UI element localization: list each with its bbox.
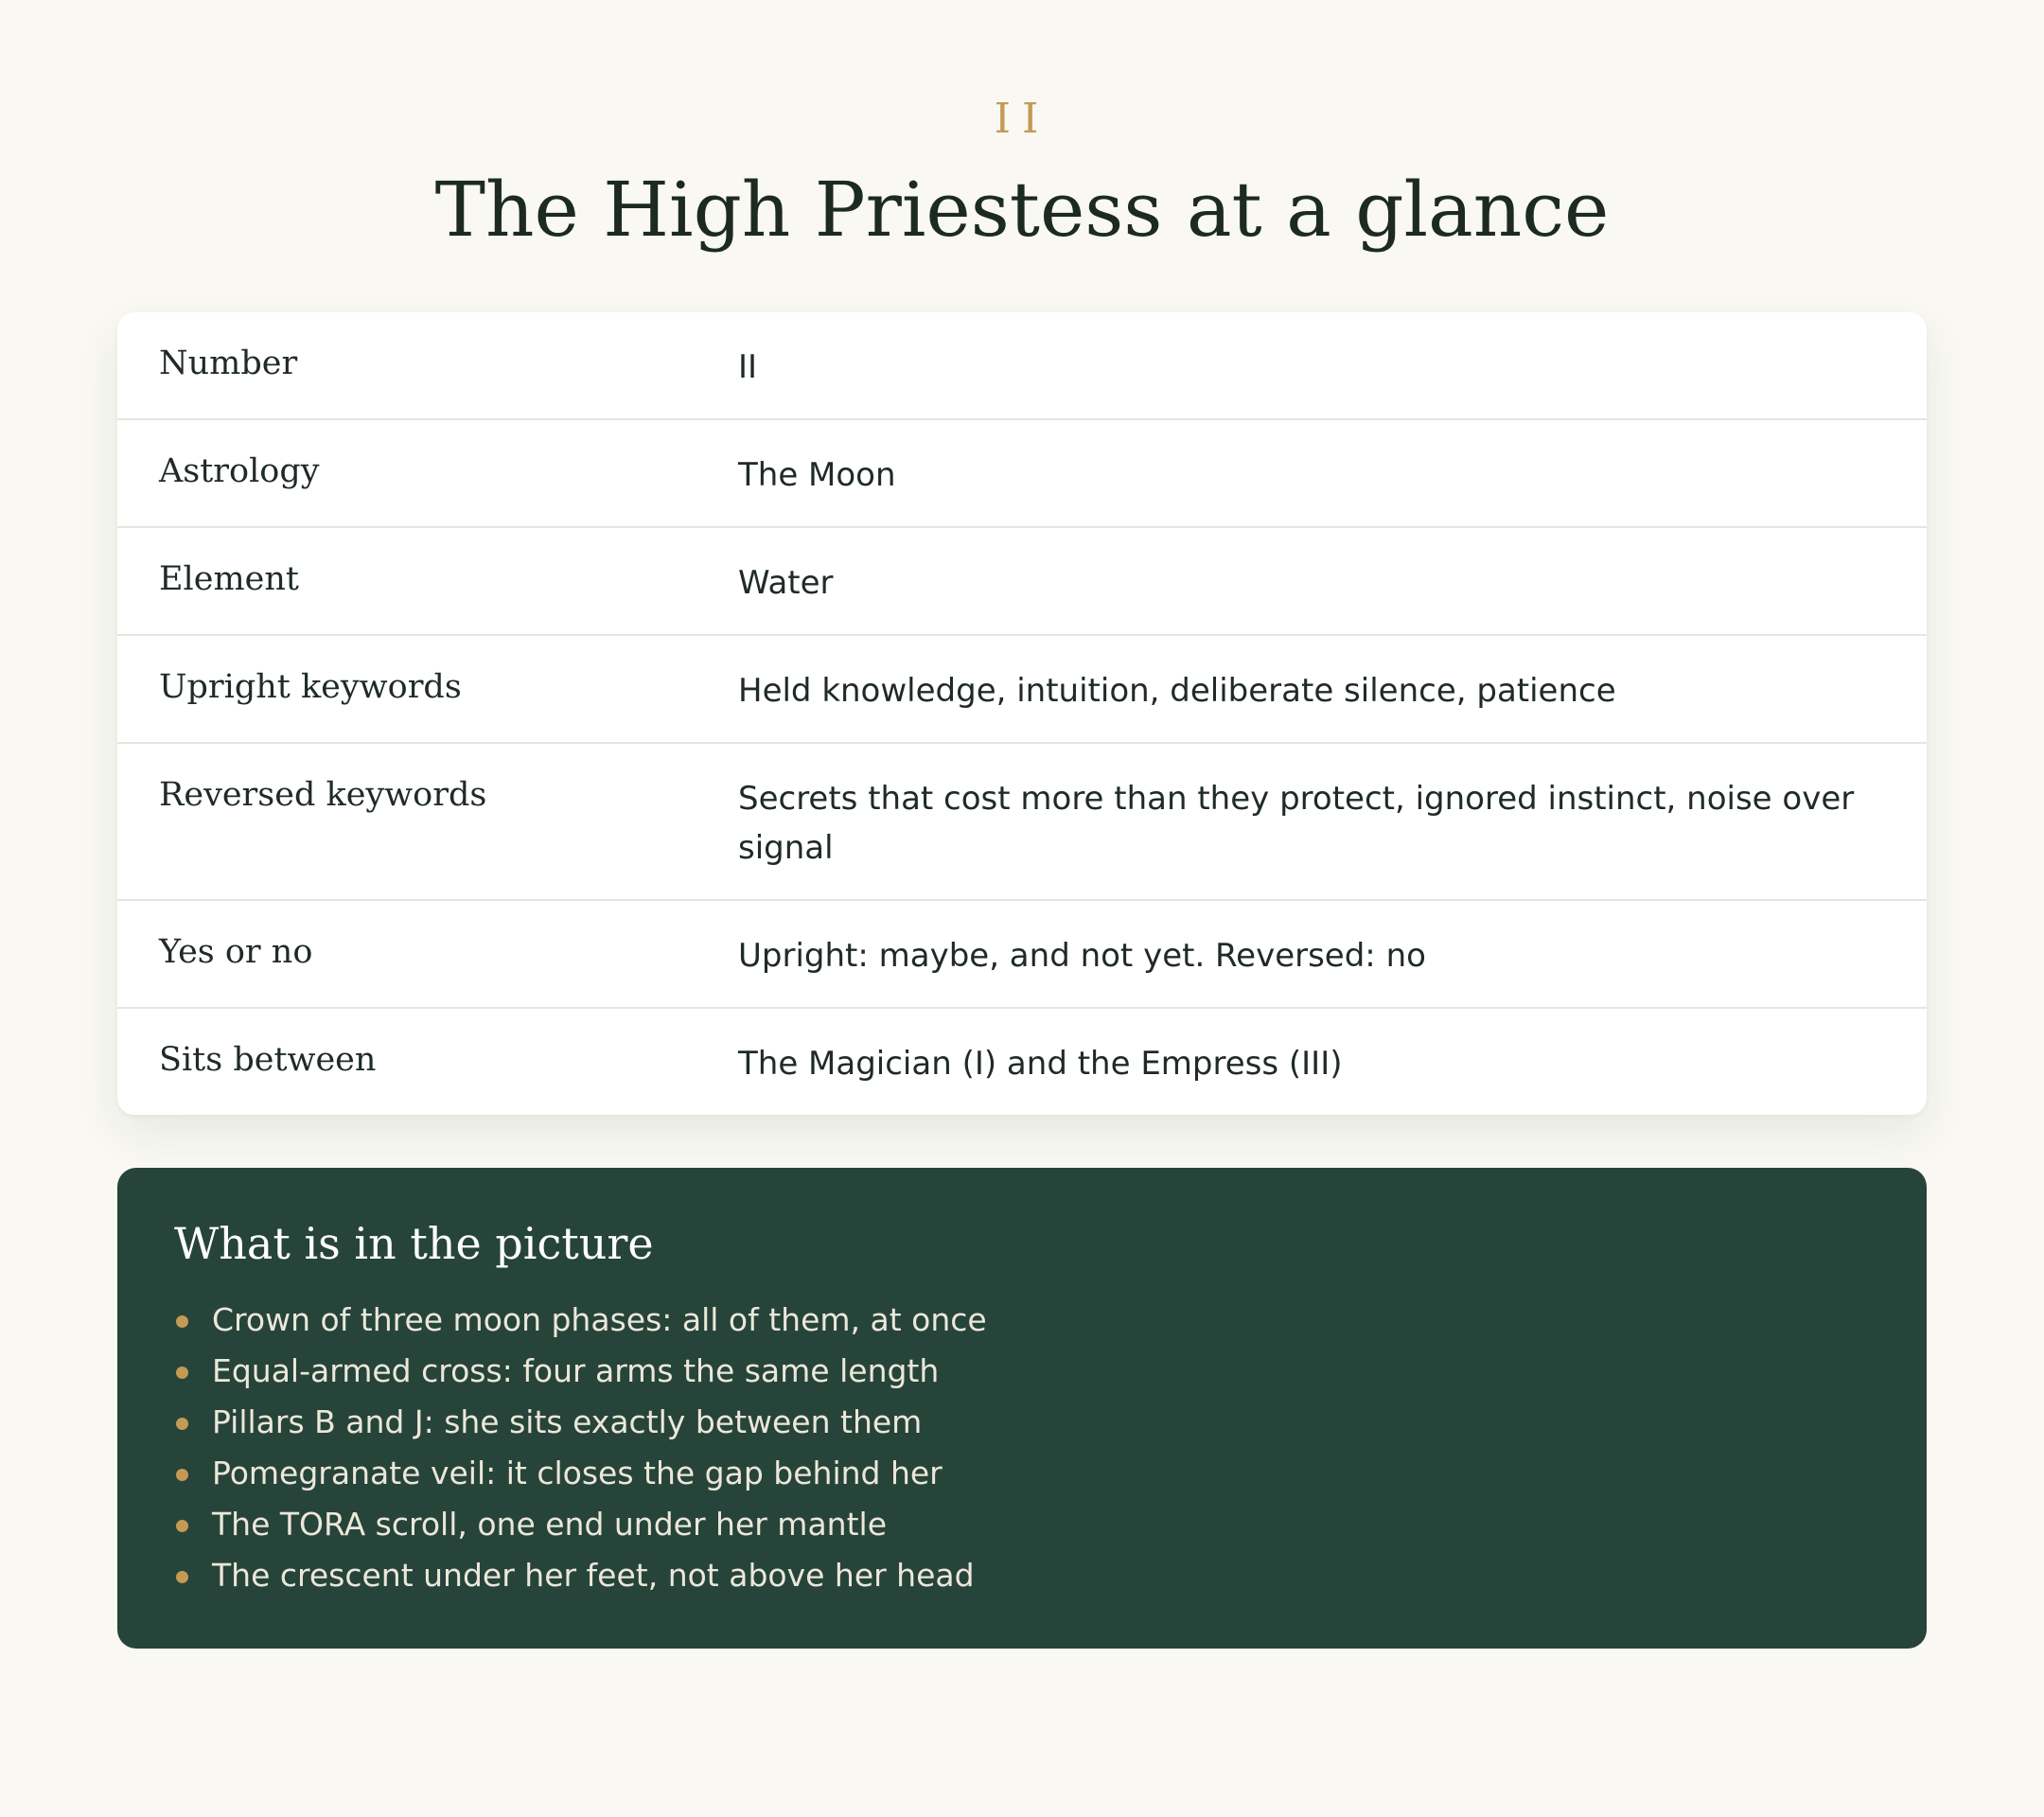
- table-row-yes-or-no: [117, 901, 1927, 1009]
- bullet-dot-icon: [176, 1469, 188, 1481]
- picture-heading: What is in the picture: [174, 1218, 654, 1269]
- picture-details-panel: [117, 1168, 1927, 1649]
- row-value: The Moon: [738, 456, 896, 494]
- list-item: [174, 1550, 987, 1601]
- table-row-sits-between: [117, 1009, 1927, 1115]
- table-row-astrology: [117, 420, 1927, 528]
- card-numeral: II: [994, 95, 1050, 143]
- row-label: Astrology: [159, 452, 320, 490]
- row-label: Upright keywords: [159, 668, 462, 706]
- table-row-upright-keywords: [117, 636, 1927, 744]
- list-item: [174, 1295, 987, 1346]
- row-value: Held knowledge, intuition, deliberate silence, patience: [738, 672, 1616, 710]
- row-value: II: [738, 348, 758, 386]
- row-value: Water: [738, 564, 834, 602]
- list-item-text: Pillars B and J: she sits exactly between them: [212, 1403, 923, 1440]
- list-item-text: Pomegranate veil: it closes the gap behind her: [212, 1455, 943, 1491]
- list-item-text: Crown of three moon phases: all of them, at once: [212, 1301, 987, 1338]
- row-value: The Magician (I) and the Empress (III): [738, 1045, 1343, 1083]
- list-item: [174, 1346, 987, 1397]
- table-row-element: [117, 528, 1927, 636]
- row-value: Upright: maybe, and not yet. Reversed: no: [738, 937, 1426, 975]
- row-label: Yes or no: [159, 933, 313, 971]
- bullet-dot-icon: [176, 1315, 188, 1328]
- bullet-dot-icon: [176, 1418, 188, 1430]
- row-label: Reversed keywords: [159, 776, 487, 814]
- table-row-number: [117, 312, 1927, 420]
- attributes-table: [117, 312, 1927, 1115]
- list-item: [174, 1448, 987, 1499]
- table-row-reversed-keywords: [117, 744, 1927, 901]
- bullet-dot-icon: [176, 1571, 188, 1583]
- bullet-dot-icon: [176, 1520, 188, 1532]
- row-label: Element: [159, 560, 299, 598]
- row-value: Secrets that cost more than they protect, ignored instinct, noise over signal: [738, 780, 1855, 867]
- bullet-dot-icon: [176, 1367, 188, 1379]
- list-item-text: The TORA scroll, one end under her mantle: [212, 1506, 887, 1543]
- page-title: The High Priestess at a glance: [434, 166, 1610, 254]
- list-item: [174, 1397, 987, 1448]
- row-label: Sits between: [159, 1041, 377, 1079]
- list-item-text: The crescent under her feet, not above her head: [212, 1557, 975, 1594]
- picture-list: [174, 1295, 987, 1601]
- list-item-text: Equal-armed cross: four arms the same length: [212, 1352, 940, 1389]
- list-item: [174, 1499, 987, 1550]
- row-label: Number: [159, 344, 298, 382]
